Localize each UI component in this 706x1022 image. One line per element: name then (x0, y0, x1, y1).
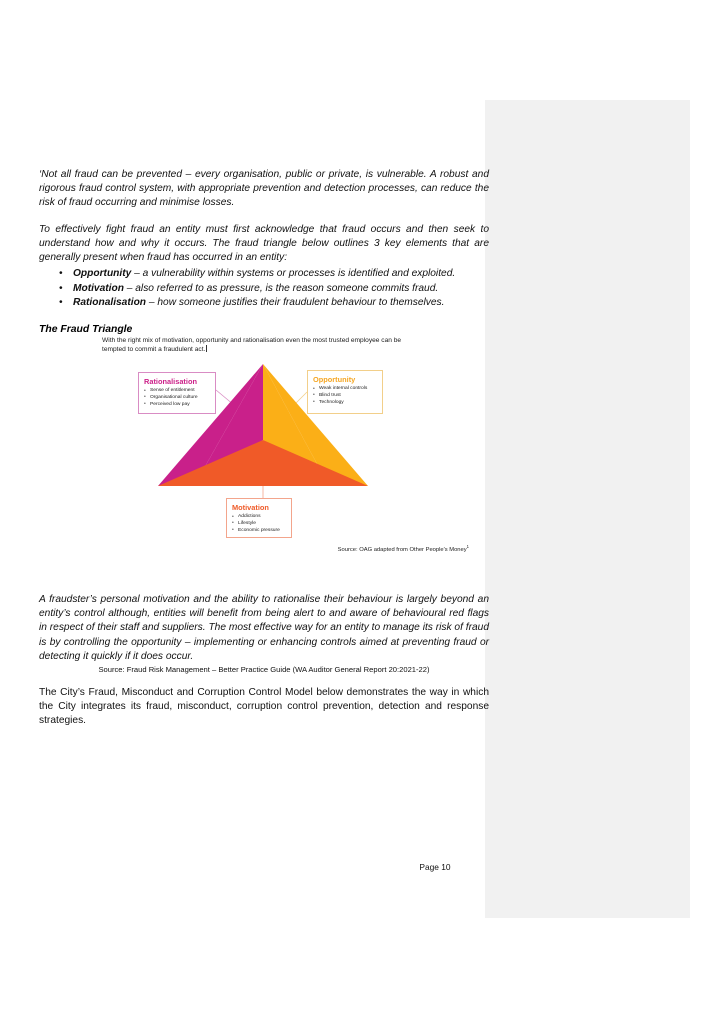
figure-source-footnote-marker: 1 (466, 544, 469, 549)
bullet-description: – a vulnerability within systems or processes is identified and exploited. (131, 268, 456, 280)
callout-item: • Addictions (232, 514, 286, 521)
callout-item: • Blind trust (313, 393, 377, 400)
paragraph-after-figure: A fraudster’s personal motivation and the ability to rationalise their behaviour is largely beyond an entity’s control although, entities will benefit from being alert to and aware of behavioural red flags in respect of their staff and suppliers. The most effective way for an entity to manage its risk of fraud is by controlling the opportunity – implementing or enhancing controls aimed at preventing fraud or detecting it quickly if it does occur. (39, 594, 489, 662)
closing-text-block (39, 686, 489, 741)
bullet-term: Opportunity (73, 268, 132, 280)
bullet-description: – also referred to as pressure, is the reason someone commits fraud. (123, 282, 439, 294)
list-item (73, 267, 489, 281)
bullet-term: Rationalisation (73, 297, 147, 309)
list-item (73, 282, 489, 296)
figure-heading: The Fraud Triangle (39, 324, 133, 336)
callout-item-list (313, 386, 377, 406)
figure-caption-text: With the right mix of motivation, opportunity and rationalisation even the most trusted employee can be tempted to commit a fraudulent act. (102, 337, 402, 354)
paragraph-after-figure-source: Source: Fraud Risk Management – Better Practice Guide (WA Auditor General Report 20:2021-22) (98, 665, 430, 675)
figure-source-text: Source: OAG adapted from Other People's Money (337, 546, 467, 553)
paragraph-elements-intro: To effectively fight fraud an entity must first acknowledge that fraud occurs and then seek to understand how and why it occurs. The fraud triangle below outlines 3 key elements that are generally present when fraud has occurred in an entity: (39, 223, 489, 264)
callout-item: • Organisational culture (144, 395, 210, 402)
right-margin-panel (485, 100, 690, 918)
fraud-triangle-figure (39, 336, 489, 564)
callout-rationalisation (138, 372, 216, 414)
list-item (73, 296, 489, 310)
callout-title: Motivation (232, 503, 269, 512)
callout-item: • Lifestyle (232, 521, 286, 528)
callout-item: • Economic pressure (232, 528, 286, 535)
callout-item: • Perceived low pay (144, 402, 210, 409)
bullet-description: – how someone justifies their fraudulent behaviour to themselves. (146, 297, 445, 309)
callout-item: • Sense of entitlement (144, 388, 210, 395)
callout-opportunity (307, 370, 383, 414)
figure-source (239, 544, 469, 553)
post-figure-text-block (39, 593, 489, 675)
callout-item: • Technology (313, 400, 377, 407)
document-text-column (39, 168, 489, 335)
callout-item-list (144, 388, 210, 408)
bullet-term: Motivation (73, 282, 124, 294)
callout-title: Rationalisation (144, 377, 197, 386)
callout-title: Opportunity (313, 375, 356, 384)
callout-item-list (232, 514, 286, 534)
callout-item: • Weak internal controls (313, 386, 377, 393)
page-number: Page 10 (419, 862, 451, 872)
paragraph-closing: The City’s Fraud, Misconduct and Corruption Control Model below demonstrates the way in which the City integrates its fraud, misconduct, corruption control prevention, detection and response strategies. (39, 687, 489, 727)
callout-motivation (226, 498, 292, 538)
paragraph-intro-quote: ‘Not all fraud can be prevented – every organisation, public or private, is vulnerable. A robust and rigorous fraud control system, with appropriate prevention and detection processes, can reduce the risk of fraud occurring and minimise losses. (39, 169, 489, 209)
fraud-elements-list (39, 267, 489, 310)
